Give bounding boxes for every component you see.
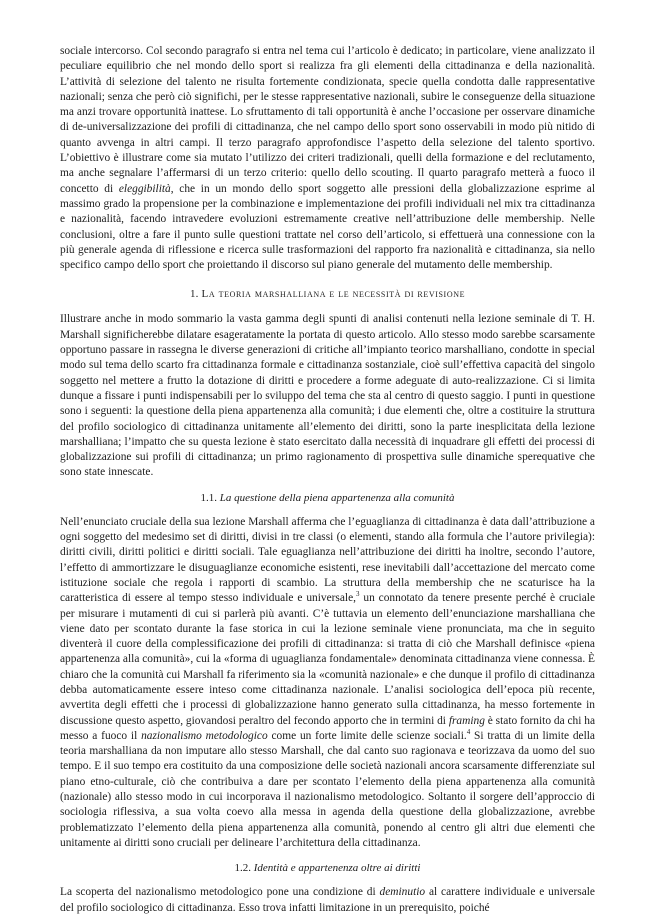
body-paragraph-subsection-1-2	[60, 885, 595, 916]
text-run: , che in un mondo dello sport soggetto alle pressioni della globalizzazione esprime al massimo grado la propensione per la combinazione e implementazione dei profili individuali nel mix tra cittadinanza e nazionalità, facendo intravedere evoluzioni estremamente creative nell’attribuzione delle membership. Nelle conclusioni, oltre a fare il punto sulle questioni trattate nel corso dell’articolo, si effettuerà una connessione con la più generale agenda di riflessione e ricerca sulle trasformazioni del rapporto fra nazionalità e cittadinanza, sia nello specifico campo dello sport che proiettando il discorso sul piano generale del mutamento delle membership.	[60, 182, 595, 272]
body-paragraph-intro	[60, 44, 595, 273]
text-run: come un forte limite delle scienze sociali.	[267, 729, 467, 742]
italic-term: nazionalismo metodologico	[141, 729, 268, 742]
subsection-number: 1.2.	[234, 862, 252, 875]
text-run: al carattere individuale e universale del profilo sociologico di cittadinanza. Esso trova infatti limitazione in un prerequisito, poiché	[60, 886, 595, 914]
subsection-heading-1-1	[60, 491, 595, 506]
text-run: un connotato da tenere presente perché è cruciale per misurare i mutamenti di cui si parlerà più avanti. C’è tuttavia un elemento dell’enunciazione marshalliana che viene dato per scontato durante la fase storica in cui la lezione seminale viene pronunciata, ma che in seguito diventerà il cuore della complessificazione dei profili di cittadinanza: si tratta di ciò che Marshall definisce «piena appartenenza alla comunità», cui la «forma di uguaglianza fondamentale» denominata cittadinanza viene connessa. È chiaro che la comunità cui Marshall fa riferimento sia la «comunità nazionale» e che dunque il profilo di cittadinanza debba automaticamente essere inteso come cittadinanza nazionale. L’analisi sociologica dell’epoca più recente, avvertita degli effetti che i processi di globalizzazione hanno generato sulla cittadinanza, ha messo fortemente in discussione questo aspetto, giovandosi peraltro del fecondo apporto che in termini di	[60, 592, 596, 727]
footnote-marker[interactable]: 3	[355, 590, 360, 599]
italic-term: framing	[448, 714, 485, 727]
italic-term: eleggibilità	[118, 182, 171, 195]
text-run: Illustrare anche in modo sommario la vasta gamma degli spunti di analisi contenuti nella lezione seminale di T. H. Marshall significherebbe dilatare esageratamente la portata di questo articolo. Allo stesso modo sarebbe scarsamente opportuno passare in rassegna le diverse generazioni di critiche all’impianto teorico marshalliano, condotte in special modo sul tema dello scarto fra cittadinanza formale e cittadinanza sostanziale, cioè sull’effettiva capacità del singolo soggetto nel mettere a frutto la dotazione di diritti e procedere a forme adeguate di auto-realizzazione. Ci si limita dunque a fissare i punti indispensabili per lo sviluppo del tema che sta al centro di questo saggio. I punti in questione sono i seguenti: la questione della piena appartenenza alla comunità; i due elementi che, oltre a costituire la struttura del profilo sociologico di cittadinanza unitamente all’elemento dei diritti, sono la parte inesplicitata della lezione marshalliana; l’impatto che su questa lezione è stato esercitato dalla necessità di inquadrare gli effetti dei processi di globalizzazione sui profili di cittadinanza; un primo ragionamento di prospettiva sulle dinamiche sperequative che sono state innescate.	[60, 313, 595, 479]
section-number: 1.	[189, 288, 199, 301]
text-run: La scoperta del nazionalismo metodologico pone una condizione di	[60, 886, 380, 899]
body-paragraph-section1	[60, 312, 595, 480]
text-run: Nell’enunciato cruciale della sua lezione Marshall afferma che l’eguaglianza di cittadinanza è data dall’attribuzione a ogni soggetto del medesimo set di diritti, divisi in tre classi (o elementi, stando alla formula che l’autore privilegia): diritti civili, diritti politici e diritti sociali. Tale eguaglianza nell’attribuzione dei diritti ha inoltre, secondo l’autore, l’effetto di ammortizzare le disuguaglianze economiche esistenti, rese inevitabili dall’accettazione del mercato come istituzione sociale che regola i rapporti di scambio. La struttura della membership che ne scaturisce ha la caratteristica di essere al tempo stesso individuale e universale,	[60, 515, 595, 605]
subsection-title: La questione della piena appartenenza alla comunità	[219, 491, 455, 504]
subsection-number: 1.1.	[200, 491, 218, 504]
text-run: Si tratta di un limite della teoria marshalliana da non imputare allo stesso Marshall, che dal canto suo ragionava e teorizzava da uomo del suo tempo. E il suo tempo era costituito da una composizione delle società nazionali ancora scarsamente differenziate sul piano etno-culturale, ciò che contribuiva a dare per scontato l’elemento della piena appartenenza alla comunità (nazionale) allo stesso modo in cui incorporava il nazionalismo metodologico. Soltanto il sorgere dell’approccio di sociologia riflessiva, a sua volta coevo alla messa in agenda della questione della globalizzazione, avrebbe problematizzato l’elemento della piena appartenenza alla comunità, ponendo al centro gli altri due elementi che unitamente ai diritti sono cruciali per delineare l’architettura della cittadinanza.	[60, 729, 595, 849]
section-title: La teoria marshalliana e le necessità di revisione	[201, 288, 466, 301]
subsection-heading-1-2	[60, 861, 595, 876]
text-run: è stato fornito da chi ha messo a fuoco il	[60, 714, 596, 742]
body-paragraph-subsection-1-1	[60, 515, 595, 852]
italic-term: deminutio	[379, 886, 426, 899]
subsection-title: Identità e appartenenza oltre ai diritti	[253, 862, 421, 875]
footnote-marker[interactable]: 4	[466, 728, 471, 737]
section-heading	[60, 287, 595, 302]
text-run: sociale intercorso. Col secondo paragrafo si entra nel tema cui l’articolo è dedicato; in particolare, viene analizzato il peculiare equilibrio che nel mondo dello sport si realizza fra gli elementi della cittadinanza e della nazionalità. L’attività di selezione del talento ne risulta fortemente condizionata, specie quella condotta dalle rappresentative nazionali; senza che però ciò significhi, per le stesse rappresentative nazionali, subire le conseguenze della situazione ma anzi trovare opportunità inattese. Lo sfruttamento di tali opportunità è anche l’occasione per osservare dinamiche di de-universalizzazione dei profili di cittadinanza, che nel campo dello sport sono osservabili in modo più nitido di quanto avvenga in altri campi. Il terzo paragrafo approfondisce l’aspetto della selezione del talento sportivo. L’obiettivo è illustrare come sia mutato l’utilizzo dei criteri tradizionali, quelli della formazione e del reclutamento, ma anche segnalare l’affermarsi di un terzo criterio: quello dello scouting. Il quarto paragrafo metterà a fuoco il concetto di	[60, 45, 595, 195]
